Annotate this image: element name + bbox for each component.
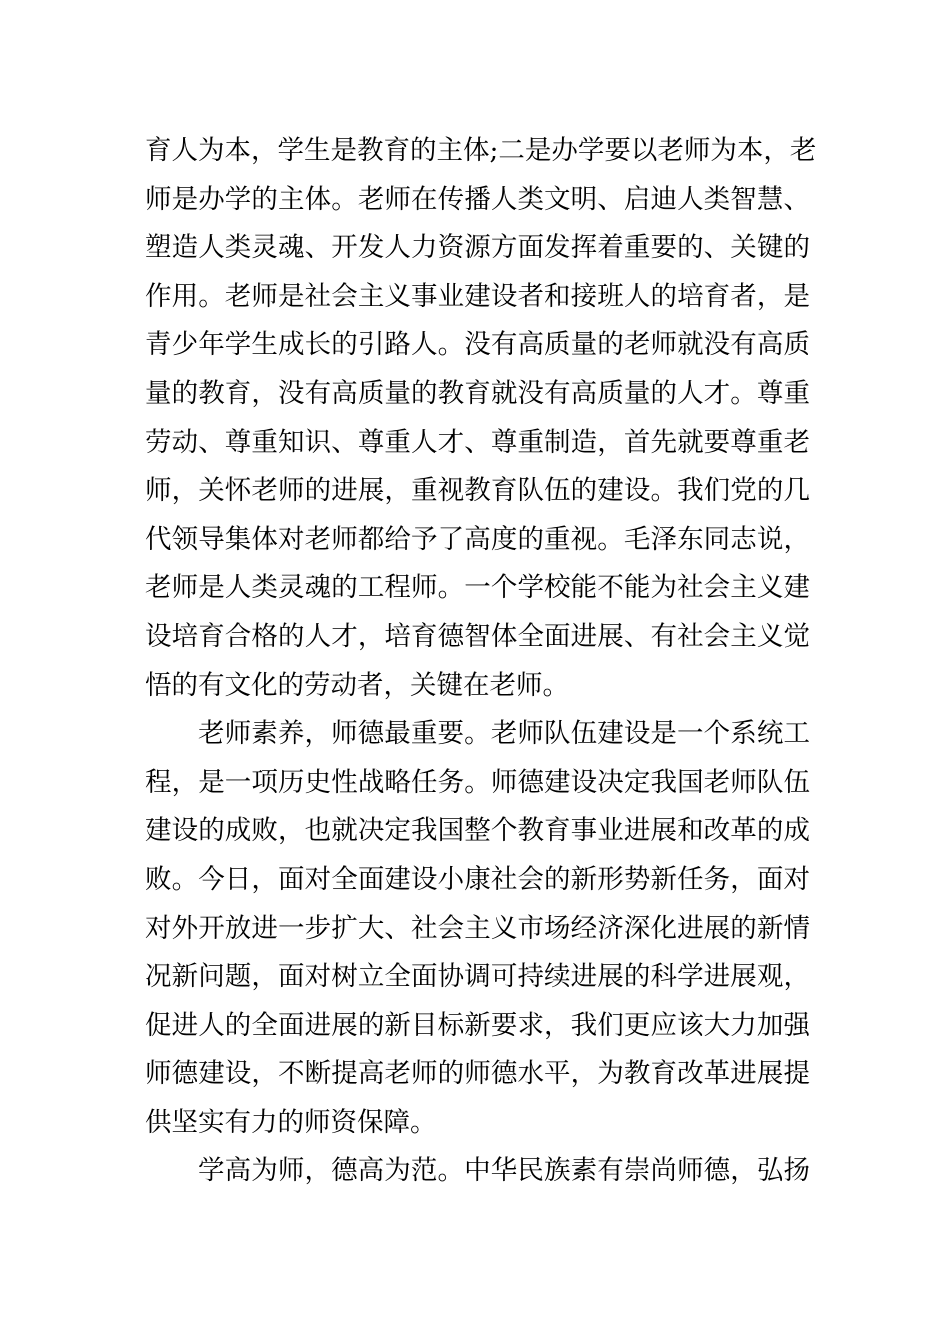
text-line: 师，关怀老师的进展，重视教育队伍的建设。我们党的几 xyxy=(145,475,810,507)
text-line: 学高为师，德高为范。中华民族素有崇尚师德，弘扬 xyxy=(198,1155,810,1187)
paragraph-1 xyxy=(145,127,817,710)
text-line: 代领导集体对老师都给予了高度的重视。毛泽东同志说， xyxy=(145,523,810,555)
text-line: 悟的有文化的劳动者，关键在老师。 xyxy=(145,669,569,701)
text-line: 青少年学生成长的引路人。没有高质量的老师就没有高质 xyxy=(145,329,810,361)
text-line: 育人为本，学生是教育的主体;二是办学要以老师为本，老 xyxy=(145,135,817,166)
text-line: 作用。老师是社会主义事业建设者和接班人的培育者，是 xyxy=(145,280,810,312)
document-body xyxy=(145,127,817,1196)
text-line: 促进人的全面进展的新目标新要求，我们更应该大力加强 xyxy=(145,1009,810,1041)
paragraph-2 xyxy=(145,710,810,1147)
text-line: 供坚实有力的师资保障。 xyxy=(145,1106,437,1138)
text-line: 程，是一项历史性战略任务。师德建设决定我国老师队伍 xyxy=(145,766,810,798)
text-line: 败。今日，面对全面建设小康社会的新形势新任务，面对 xyxy=(145,863,810,895)
text-line: 对外开放进一步扩大、社会主义市场经济深化进展的新情 xyxy=(145,912,810,944)
text-line: 师是办学的主体。老师在传播人类文明、启迪人类智慧、 xyxy=(145,183,810,215)
paragraph-3 xyxy=(145,1147,810,1196)
text-line: 老师是人类灵魂的工程师。一个学校能不能为社会主义建 xyxy=(145,572,810,604)
text-line: 师德建设，不断提高老师的师德水平，为教育改革进展提 xyxy=(145,1058,810,1090)
text-line: 老师素养，师德最重要。老师队伍建设是一个系统工 xyxy=(198,718,810,750)
text-line: 况新问题，面对树立全面协调可持续进展的科学进展观， xyxy=(145,961,810,993)
text-line: 建设的成败，也就决定我国整个教育事业进展和改革的成 xyxy=(145,815,810,847)
text-line: 量的教育，没有高质量的教育就没有高质量的人才。尊重 xyxy=(145,377,810,409)
text-line: 劳动、尊重知识、尊重人才、尊重制造，首先就要尊重老 xyxy=(145,426,810,458)
text-line: 设培育合格的人才，培育德智体全面进展、有社会主义觉 xyxy=(145,620,810,652)
text-line: 塑造人类灵魂、开发人力资源方面发挥着重要的、关键的 xyxy=(145,232,810,264)
